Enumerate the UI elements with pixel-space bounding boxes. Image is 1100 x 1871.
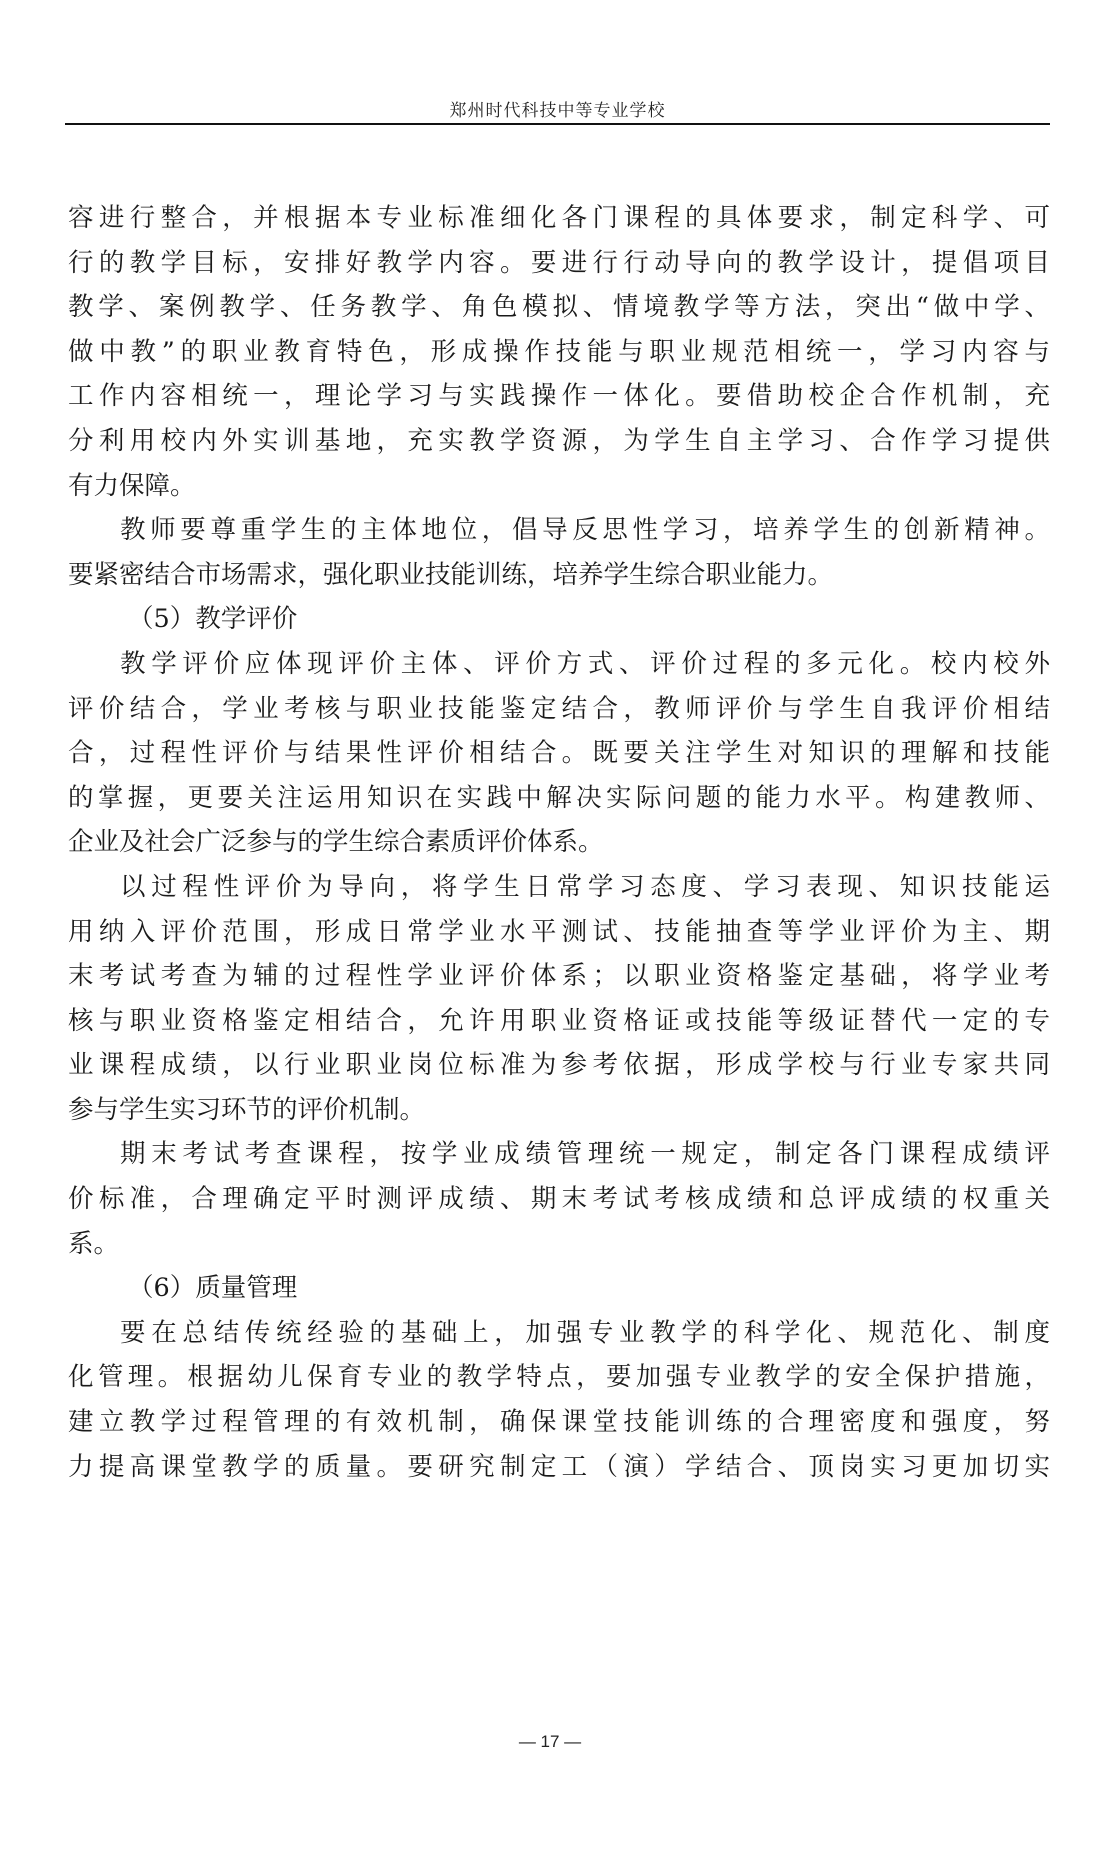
text-line: 容进行整合，并根据本专业标准细化各门课程的具体要求，制定科学、可 — [68, 203, 1050, 233]
text-line: 末考试考查为辅的过程性学业评价体系；以职业资格鉴定基础，将学业考 — [68, 961, 1050, 992]
document-body — [68, 196, 1050, 1489]
text-line: 企业及社会广泛参与的学生综合素质评价体系。 — [68, 827, 604, 858]
paragraph — [68, 508, 1050, 597]
paragraph — [68, 1311, 1050, 1489]
text-line: 要在总结传统经验的基础上，加强专业教学的科学化、规范化、制度 — [120, 1317, 1050, 1348]
text-line: 参与学生实习环节的评价机制。 — [68, 1094, 426, 1125]
text-line: 以过程性评价为导向，将学生日常学习态度、学习表现、知识技能运 — [120, 871, 1050, 902]
text-line: 教师要尊重学生的主体地位，倡导反思性学习，培养学生的创新精神。 — [120, 515, 1050, 546]
section-heading: （5）教学评价 — [128, 604, 298, 635]
text-line: 期末考试考查课程，按学业成绩管理统一规定，制定各门课程成绩评 — [120, 1139, 1050, 1170]
page-number: — 17 — — [518, 1732, 582, 1751]
page-header: 郑州时代科技中等专业学校 — [449, 101, 666, 121]
text-line: 教学、案例教学、任务教学、角色模拟、情境教学等方法，突出“做中学、 — [68, 292, 1050, 323]
text-line: 力提高课堂教学的质量。要研究制定工（演）学结合、顶岗实习更加切实 — [68, 1451, 1050, 1482]
paragraph — [68, 642, 1050, 865]
section-heading: （6）质量管理 — [128, 1273, 298, 1304]
text-line: 价标准，合理确定平时测评成绩、期末考试考核成绩和总评成绩的权重关 — [68, 1184, 1050, 1215]
header-divider — [65, 123, 1050, 125]
paragraph — [68, 1132, 1050, 1266]
text-line: 分利用校内外实训基地，充实教学资源，为学生自主学习、合作学习提供 — [68, 425, 1050, 456]
text-line: 行的教学目标，安排好教学内容。要进行行动导向的教学设计，提倡项目 — [68, 247, 1050, 278]
paragraph — [68, 865, 1050, 1133]
text-line: 的掌握，更要关注运用知识在实践中解决实际问题的能力水平。构建教师、 — [68, 782, 1050, 813]
text-line: 教学评价应体现评价主体、评价方式、评价过程的多元化。校内校外 — [120, 648, 1050, 679]
text-line: 用纳入评价范围，形成日常学业水平测试、技能抽查等学业评价为主、期 — [68, 916, 1050, 947]
text-line: 核与职业资格鉴定相结合，允许用职业资格证或技能等级证替代一定的专 — [68, 1005, 1050, 1036]
text-line: 有力保障。 — [68, 470, 196, 501]
text-line: 化管理。根据幼儿保育专业的教学特点，要加强专业教学的安全保护措施， — [68, 1362, 1050, 1393]
text-line: 系。 — [68, 1228, 120, 1259]
paragraph — [68, 196, 1050, 508]
text-line: 业课程成绩，以行业职业岗位标准为参考依据，形成学校与行业专家共同 — [68, 1050, 1050, 1081]
text-line: 工作内容相统一，理论学习与实践操作一体化。要借助校企合作机制，充 — [68, 381, 1050, 412]
text-line: 建立教学过程管理的有效机制，确保课堂技能训练的合理密度和强度，努 — [68, 1407, 1050, 1438]
text-line: 要紧密结合市场需求，强化职业技能训练，培养学生综合职业能力。 — [68, 559, 834, 590]
text-line: 合，过程性评价与结果性评价相结合。既要关注学生对知识的理解和技能 — [68, 738, 1050, 769]
text-line: 评价结合，学业考核与职业技能鉴定结合，教师评价与学生自我评价相结 — [68, 693, 1050, 724]
text-line: 做中教”的职业教育特色，形成操作技能与职业规范相统一，学习内容与 — [68, 336, 1050, 367]
